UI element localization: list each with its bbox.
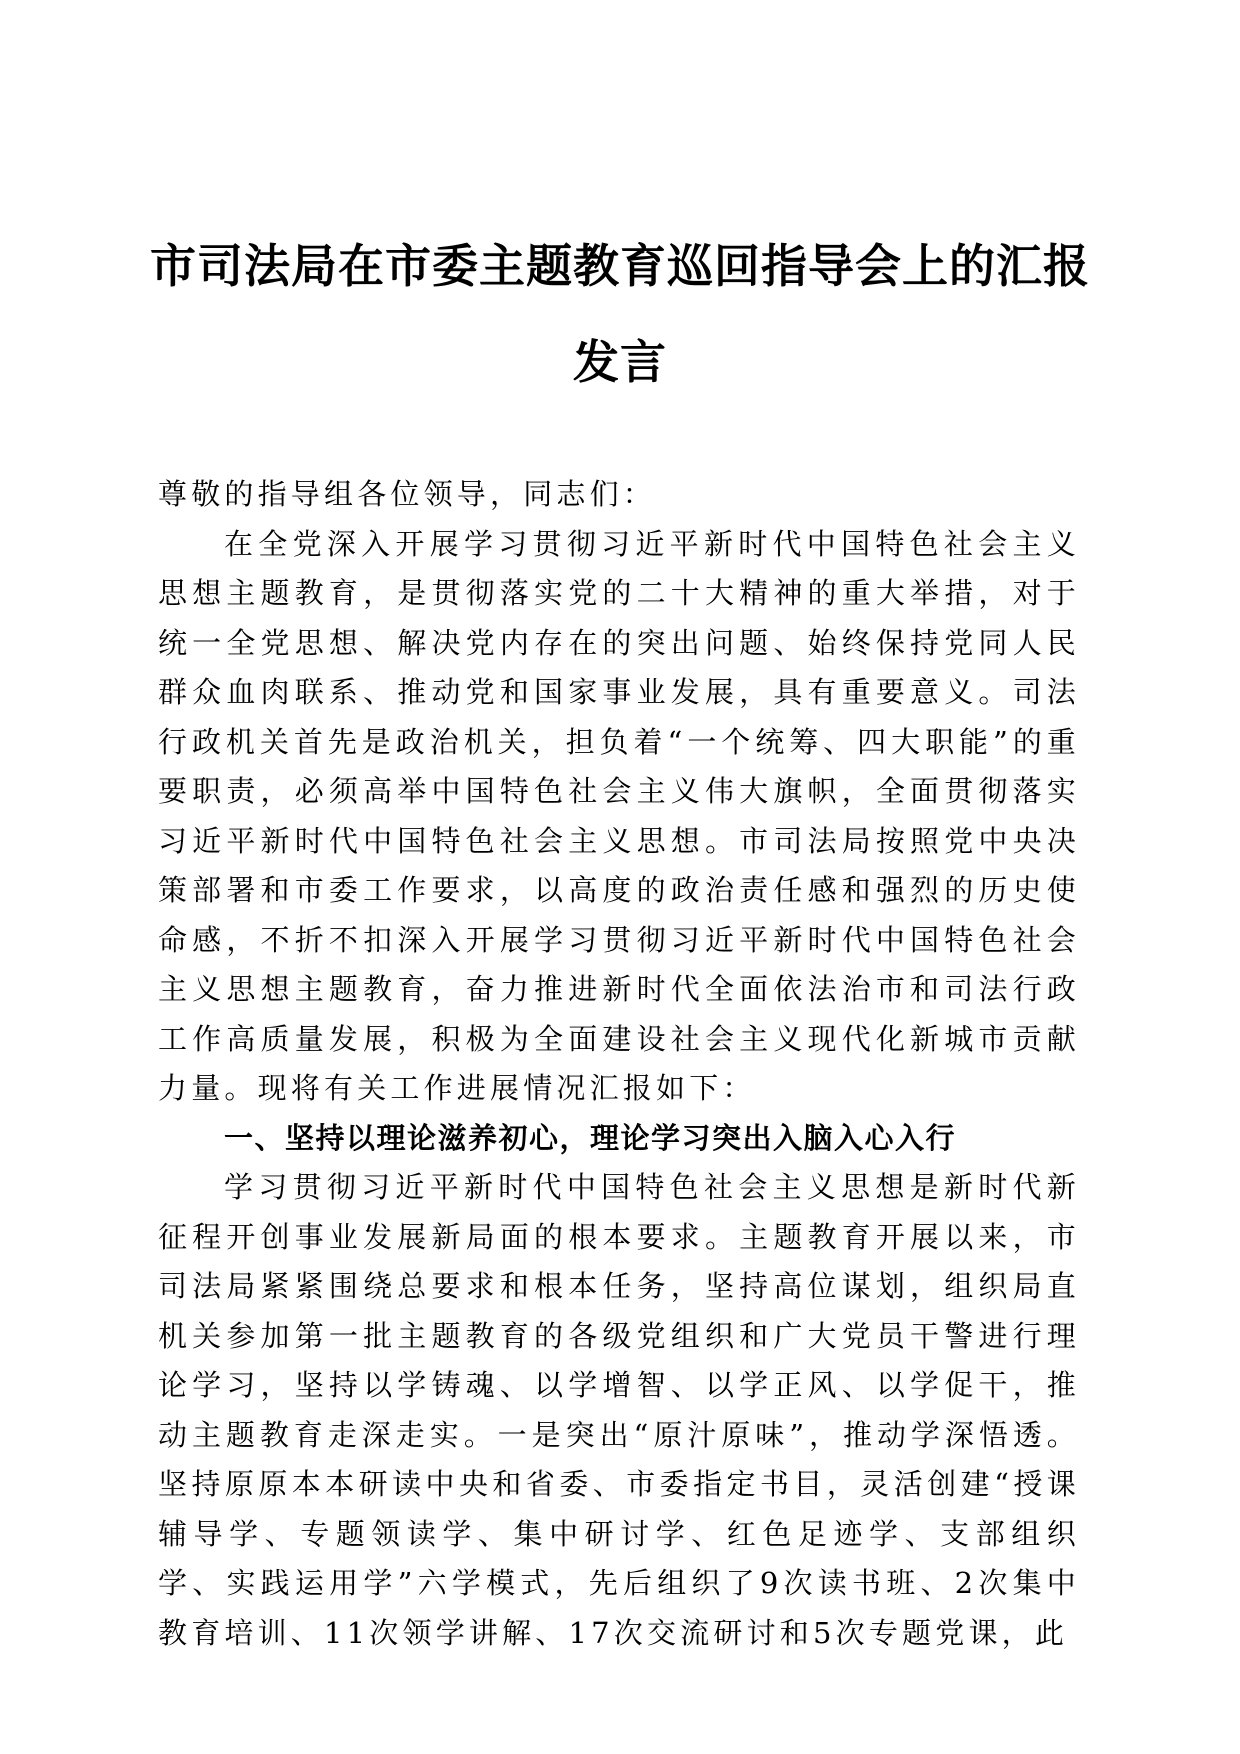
salutation: 尊敬的指导组各位领导，同志们： bbox=[158, 477, 657, 511]
section-heading-1: 一、坚持以理论滋养初心，理论学习突出入脑入心入行 bbox=[224, 1120, 957, 1155]
document-title bbox=[150, 218, 1090, 410]
document-body bbox=[158, 470, 1080, 1658]
paragraph-section-1: 学习贯彻习近平新时代中国特色社会主义思想是新时代新征程开创事业发展新局面的根本要求。主题教育开展以来，市司法局紧紧围绕总要求和根本任务，坚持高位谋划，组织局直机关参加第一批主题教育的各级党组织和广大党员干警进行理论学习，坚持以学铸魂、以学增智、以学正风、以学促干，推动主题教育走深走实。一是突出“原汁原味”，推动学深悟透。坚持原原本本研读中央和省委、市委指定书目，灵活创建“授课辅导学、专题领读学、集中研讨学、红色足迹学、支部组织学、实践运用学”六学模式，先后组织了9次读书班、2次集中教育培训、11次领学讲解、17次交流研讨和5次专题党课，此 bbox=[158, 1170, 1081, 1650]
paragraph-intro: 在全党深入开展学习贯彻习近平新时代中国特色社会主义思想主题教育，是贯彻落实党的二十大精神的重大举措，对于统一全党思想、解决党内存在的突出问题、始终保持党同人民群众血肉联系、推动党和国家事业发展，具有重要意义。司法行政机关首先是政治机关，担负着“一个统筹、四大职能”的重要职责，必须高举中国特色社会主义伟大旗帜，全面贯彻落实习近平新时代中国特色社会主义思想。市司法局按照党中央决策部署和市委工作要求，以高度的政治责任感和强烈的历史使命感，不折不扣深入开展学习贯彻习近平新时代中国特色社会主义思想主题教育，奋力推进新时代全面依法治市和司法行政工作高质量发展，积极为全面建设社会主义现代化新城市贡献力量。现将有关工作进展情况汇报如下： bbox=[158, 526, 1080, 1105]
title-line-1: 市司法局在市委主题教育巡回指导会上的汇报 bbox=[150, 239, 1090, 293]
title-line-2: 发言 bbox=[573, 335, 667, 389]
